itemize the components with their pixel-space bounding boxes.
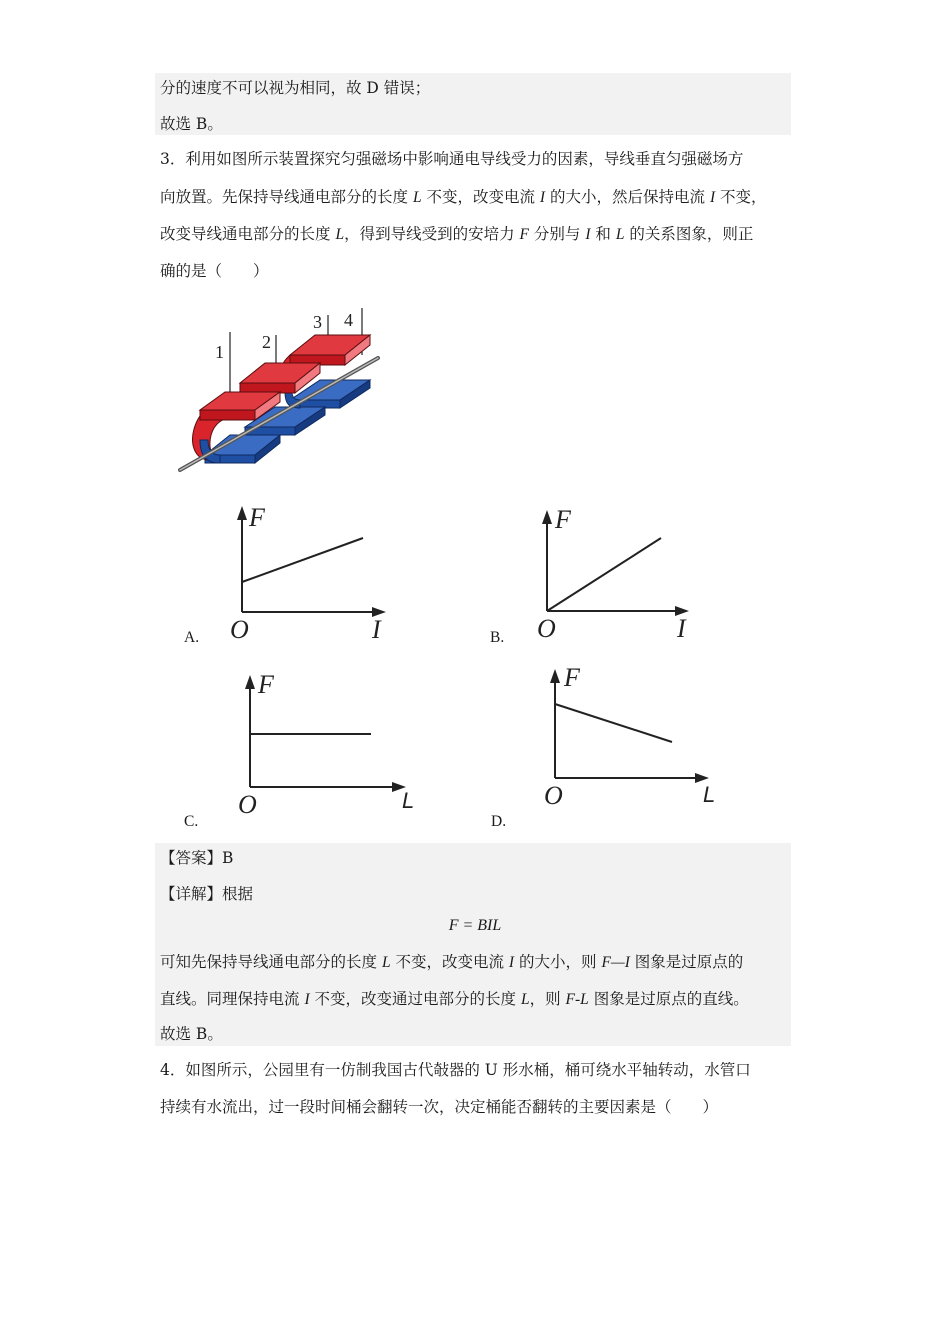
origin-label: O (238, 790, 257, 819)
option-b-graph (525, 500, 705, 645)
option-c-graph (228, 665, 418, 819)
origin-label: O (230, 615, 249, 644)
prev-explanation-line: 分的速度不可以视为相同，故 D 错误； (160, 79, 431, 97)
explanation-line-2: 直线。同理保持电流 I 不变，改变通过电部分的长度 L，则 F-L 图象是过原点的直线。 (160, 990, 749, 1008)
option-a-graph (220, 500, 400, 645)
q4-text-line-1: 4．如图所示，公园里有一仿制我国古代敧器的 U 形水桶，桶可绕水平轴转动，水管口 (160, 1061, 751, 1079)
detail-label-line: 【详解】根据 (160, 885, 254, 903)
q3-text-line-4: 确的是（ ） (160, 262, 269, 280)
q3-text-line-1: 3．利用如图所示装置探究匀强磁场中影响通电导线受力的因素，导线垂直匀强磁场方 (160, 150, 744, 168)
y-axis-label: F (555, 505, 571, 534)
x-axis-label: L (703, 782, 716, 807)
magnet-label-4: 4 (344, 310, 353, 330)
y-axis-arrow (237, 506, 247, 520)
option-d-graph (533, 660, 723, 810)
option-d-label[interactable]: D. (491, 813, 507, 830)
magnet-label-2: 2 (262, 332, 271, 352)
red-magnet-block-3 (290, 335, 370, 365)
q4-text-line-2: 持续有水流出，过一段时间桶会翻转一次，决定桶能否翻转的主要因素是（ ） (160, 1098, 719, 1116)
y-axis-label: F (249, 503, 265, 532)
q3-answer-band (155, 843, 791, 1046)
option-c-label[interactable]: C. (184, 813, 199, 830)
y-axis-arrow (550, 669, 560, 683)
origin-label: O (544, 781, 563, 810)
y-axis-arrow (542, 510, 552, 524)
origin-label: O (537, 614, 556, 643)
graph-line (242, 538, 363, 582)
graph-line (547, 538, 661, 611)
x-axis-label: I (372, 615, 381, 644)
prev-choice-line: 故选 B。 (160, 115, 223, 133)
q3-text-line-3: 改变导线通电部分的长度 L，得到导线受到的安培力 F 分别与 I 和 L 的关系图象，则正 (160, 225, 754, 243)
magnet-label-3: 3 (313, 312, 322, 332)
option-b-label[interactable]: B. (490, 629, 505, 646)
magnet-apparatus-figure (160, 300, 400, 480)
answer-line: 【答案】B (160, 849, 234, 867)
formula-f-bil: F = BIL (448, 917, 502, 934)
y-axis-arrow (245, 675, 255, 689)
y-axis-label: F (564, 663, 580, 692)
explanation-line-1: 可知先保持导线通电部分的长度 L 不变，改变电流 I 的大小，则 F—I 图象是过原点的 (160, 953, 744, 971)
explanation-line-3: 故选 B。 (160, 1025, 223, 1043)
q3-text-line-2: 向放置。先保持导线通电部分的长度 L 不变，改变电流 I 的大小，然后保持电流 I 不变， (160, 188, 767, 206)
x-axis-label: I (677, 614, 686, 643)
y-axis-label: F (258, 670, 274, 699)
x-axis-label: L (402, 788, 415, 813)
magnet-label-1: 1 (215, 342, 224, 362)
option-a-label[interactable]: A. (184, 629, 200, 646)
graph-line (555, 704, 672, 742)
